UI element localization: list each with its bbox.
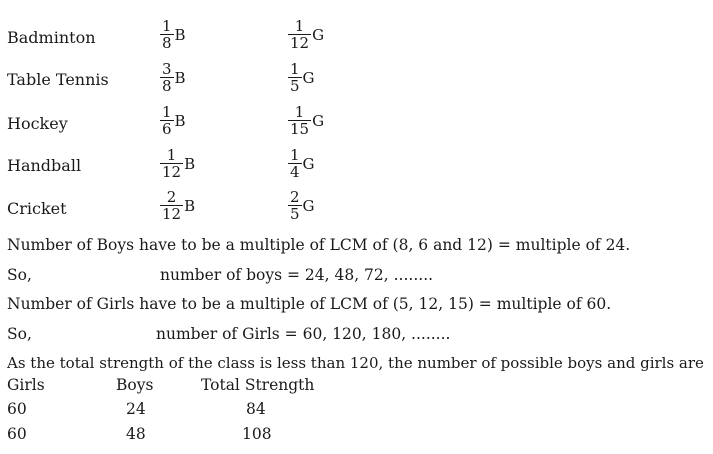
table-cell-total: 108 — [242, 425, 272, 443]
table-cell-boys: 48 — [126, 425, 146, 443]
strength-statement: As the total strength of the class is less than 120, the number of possible boys and girls are — [7, 354, 704, 372]
boys-fraction: $\frac{3}{8}$ B — [162, 60, 186, 95]
girls-fraction: $\frac{1}{4}$ G — [290, 146, 315, 181]
sport-name: Handball — [7, 156, 82, 175]
header-girls: Girls — [7, 376, 45, 394]
table-cell-total: 84 — [246, 400, 266, 418]
girls-fraction: $\frac{1}{5}$ G — [290, 60, 315, 95]
girls-fraction: $\frac{2}{5}$ G — [290, 188, 315, 223]
girls-fraction: $\frac{1}{12}$ G — [290, 17, 325, 52]
sport-name: Badminton — [7, 28, 96, 47]
header-boys: Boys — [116, 376, 154, 394]
sport-name: Table Tennis — [7, 70, 109, 89]
so-label: So, — [7, 266, 32, 284]
boys-fraction: $\frac{1}{6}$ B — [162, 103, 186, 138]
boys-lcm-statement: Number of Boys have to be a multiple of LCM of (8, 6 and 12) = multiple of 24. — [7, 236, 631, 254]
table-cell-girls: 60 — [7, 425, 27, 443]
table-cell-girls: 60 — [7, 400, 27, 418]
so-label: So, — [7, 325, 32, 343]
table-cell-boys: 24 — [126, 400, 146, 418]
boys-fraction: $\frac{2}{12}$ B — [162, 188, 196, 223]
header-total-strength: Total Strength — [201, 376, 315, 394]
boys-values: number of boys = 24, 48, 72, ........ — [160, 266, 434, 284]
boys-fraction: $\frac{1}{8}$ B — [162, 17, 186, 52]
sport-name: Hockey — [7, 114, 68, 133]
boys-fraction: $\frac{1}{12}$ B — [162, 146, 196, 181]
girls-lcm-statement: Number of Girls have to be a multiple of LCM of (5, 12, 15) = multiple of 60. — [7, 295, 612, 313]
girls-values: number of Girls = 60, 120, 180, ........ — [156, 325, 451, 343]
girls-fraction: $\frac{1}{15}$ G — [290, 103, 325, 138]
sport-name: Cricket — [7, 199, 67, 218]
